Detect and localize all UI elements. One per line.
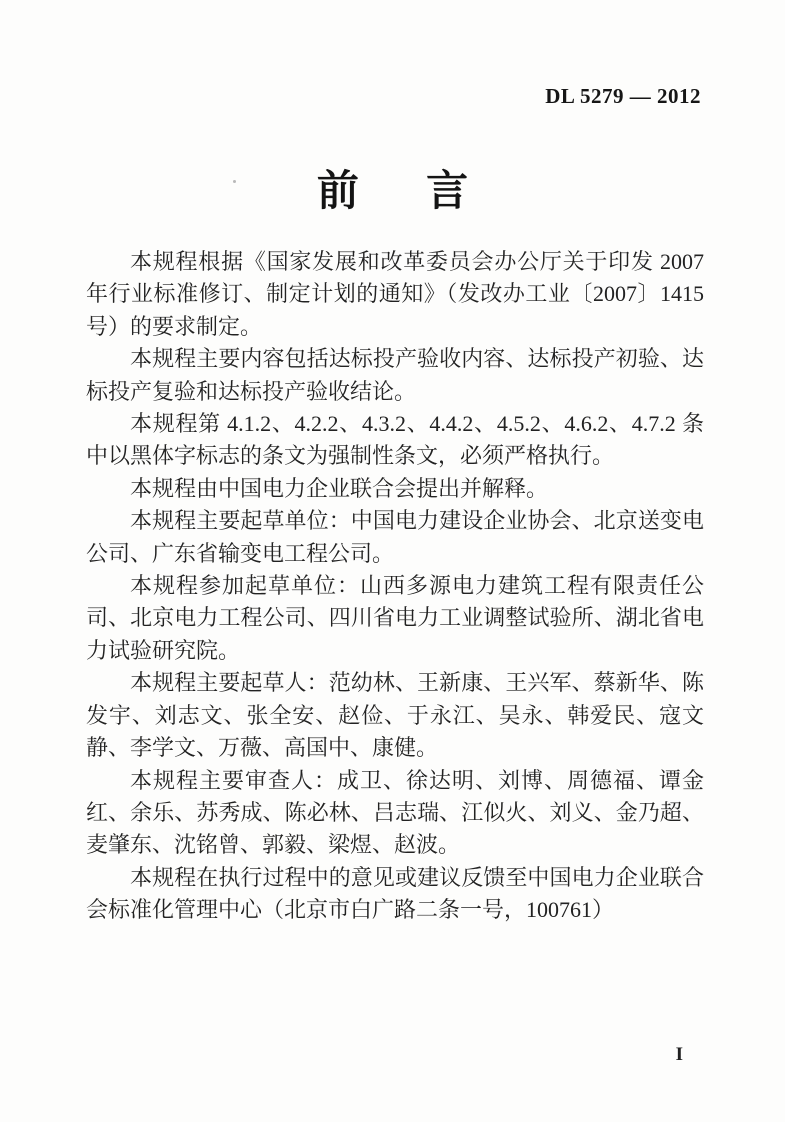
page-number: I: [675, 1044, 683, 1065]
paragraph-participating-organizations: 本规程参加起草单位：山西多源电力建筑工程有限责任公司、北京电力工程公司、四川省电力工业调整试验所、湖北省电力试验研究院。: [86, 573, 704, 663]
page-title: 前 言: [316, 169, 481, 215]
paragraph-issuer: 本规程由中国电力企业联合会提出并解释。: [130, 475, 549, 501]
foreword-body: [86, 246, 704, 927]
paragraph-chief-drafting-organizations: 本规程主要起草单位：中国电力建设企业协会、北京送变电公司、广东省输变电工程公司。: [86, 508, 704, 566]
paragraph-basis: 本规程根据《国家发展和改革委员会办公厅关于印发 2007 年行业标准修订、制定计划的通知》（发改办工业〔2007〕1415 号）的要求制定。: [86, 249, 704, 339]
paragraph-mandatory-clauses: 本规程第 4.1.2、4.2.2、4.3.2、4.4.2、4.5.2、4.6.2、4.7.2 条中以黑体字标志的条文为强制性条文，必须严格执行。: [86, 411, 704, 469]
paragraph-feedback-address: 本规程在执行过程中的意见或建议反馈至中国电力企业联合会标准化管理中心（北京市白广路二条一号，100761）: [86, 864, 704, 923]
paragraph-chief-reviewers: 本规程主要审查人：成卫、徐达明、刘博、周德福、谭金红、余乐、苏秀成、陈必林、吕志瑞、江似火、刘义、金乃超、麦肇东、沈铭曾、郭毅、梁煜、赵波。: [86, 767, 704, 858]
standard-code-header: DL 5279 — 2012: [545, 84, 701, 108]
paragraph-chief-drafters: 本规程主要起草人：范幼林、王新康、王兴军、蔡新华、陈发宇、刘志文、张全安、赵俭、于永江、吴永、韩爱民、寇文静、李学文、万薇、高国中、康健。: [86, 670, 704, 761]
paragraph-main-content: 本规程主要内容包括达标投产验收内容、达标投产初验、达标投产复验和达标投产验收结论。: [86, 346, 704, 404]
